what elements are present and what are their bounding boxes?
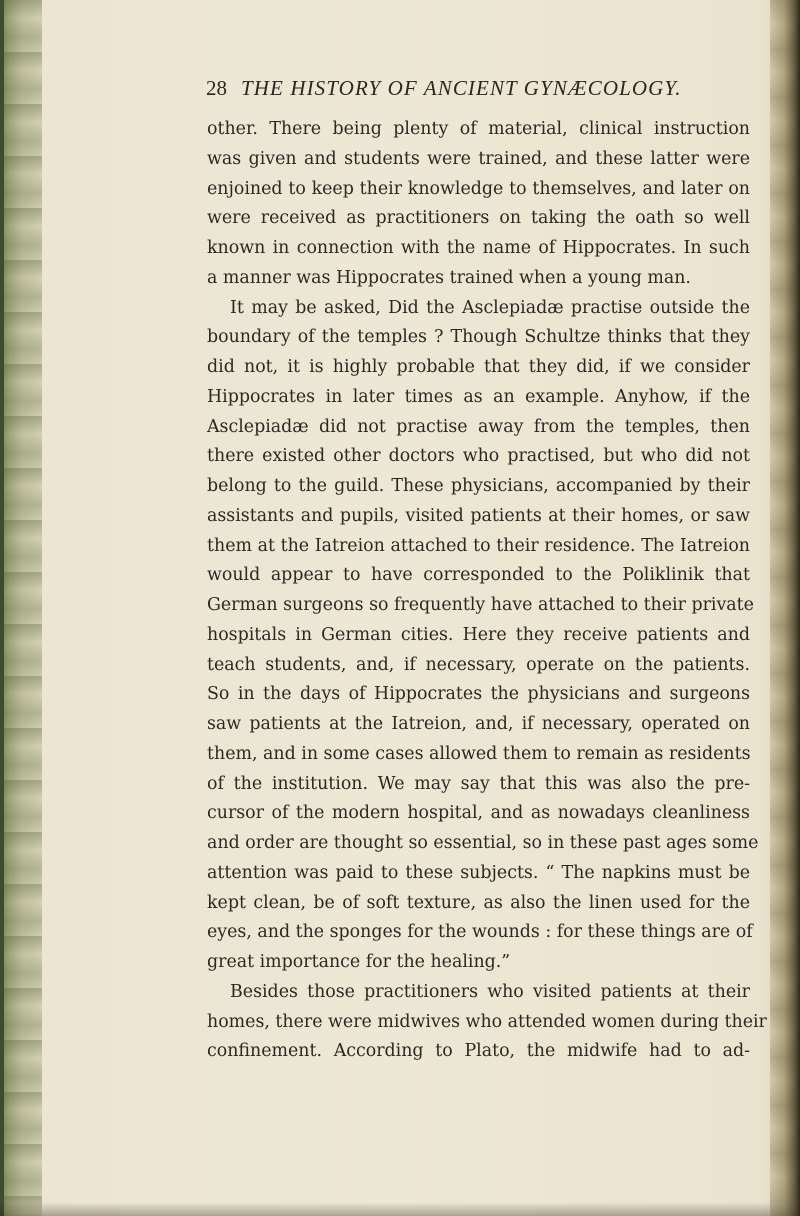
text-line: known in connection with the name of Hippocrates. In such — [207, 238, 750, 258]
text-line: Hippocrates in later times as an example. Anyhow, if the — [207, 386, 750, 407]
text-line: kept clean, be of soft texture, as also the linen used for the — [207, 892, 750, 913]
text-line: hospitals in German cities. Here they receive patients and — [207, 624, 750, 645]
page-header — [206, 76, 682, 106]
text-line: belong to the guild. These physicians, accompanied by their — [207, 476, 750, 496]
page-bottom-shadow — [0, 1202, 800, 1216]
text-line: were received as practitioners on taking the oath so well — [207, 208, 750, 229]
text-line: great importance for the healing.” — [207, 952, 511, 972]
text-line: assistants and pupils, visited patients at their homes, or saw — [207, 505, 750, 526]
text-line: a manner was Hippocrates trained when a young man. — [207, 267, 691, 288]
text-line: cursor of the modern hospital, and as nowadays cleanliness — [207, 803, 750, 824]
text-line: other. There being plenty of material, clinical instruction — [207, 119, 750, 139]
text-line: saw patients at the Iatreion, and, if necessary, operated on — [207, 714, 750, 734]
text-line: So in the days of Hippocrates the physicians and surgeons — [207, 684, 750, 705]
text-line: would appear to have corresponded to the Poliklinik that — [207, 565, 750, 586]
text-line: Besides those practitioners who visited patients at their — [230, 981, 750, 1002]
page-edge-right — [770, 0, 800, 1216]
page-number: 28 — [206, 76, 227, 100]
text-line: attention was paid to these subjects. “ The napkins must be — [207, 862, 750, 883]
running-title: THE HISTORY OF ANCIENT GYNÆCOLOGY. — [241, 76, 682, 100]
text-line: Asclepiadæ did not practise away from the temples, then — [207, 416, 750, 437]
body-text — [207, 115, 767, 1067]
text-line: and order are thought so essential, so in these past ages some — [207, 833, 759, 853]
binding-gutter-left — [0, 0, 42, 1216]
text-line: eyes, and the sponges for the wounds : for these things are of — [207, 922, 753, 943]
text-line: enjoined to keep their knowledge to themselves, and later on — [207, 178, 750, 199]
text-line: did not, it is highly probable that they did, if we consider — [207, 357, 750, 377]
binding-edge — [0, 0, 4, 1216]
text-line: homes, there were midwives who attended women during their — [207, 1011, 767, 1032]
text-line: was given and students were trained, and these latter were — [207, 148, 750, 169]
text-line: teach students, and, if necessary, operate on the patients. — [207, 654, 750, 675]
text-line: them, and in some cases allowed them to remain as residents — [207, 743, 751, 764]
text-line: of the institution. We may say that this was also the pre- — [207, 773, 750, 794]
text-line: It may be asked, Did the Asclepiadæ practise outside the — [230, 297, 750, 318]
text-line: them at the Iatreion attached to their residence. The Iatreion — [207, 535, 750, 556]
text-line: confinement. According to Plato, the midwife had to ad- — [207, 1041, 750, 1062]
text-line: German surgeons so frequently have attached to their private — [207, 595, 754, 615]
text-line: there existed other doctors who practised, but who did not — [207, 446, 750, 467]
text-line: boundary of the temples ? Though Schultze thinks that they — [207, 327, 750, 348]
